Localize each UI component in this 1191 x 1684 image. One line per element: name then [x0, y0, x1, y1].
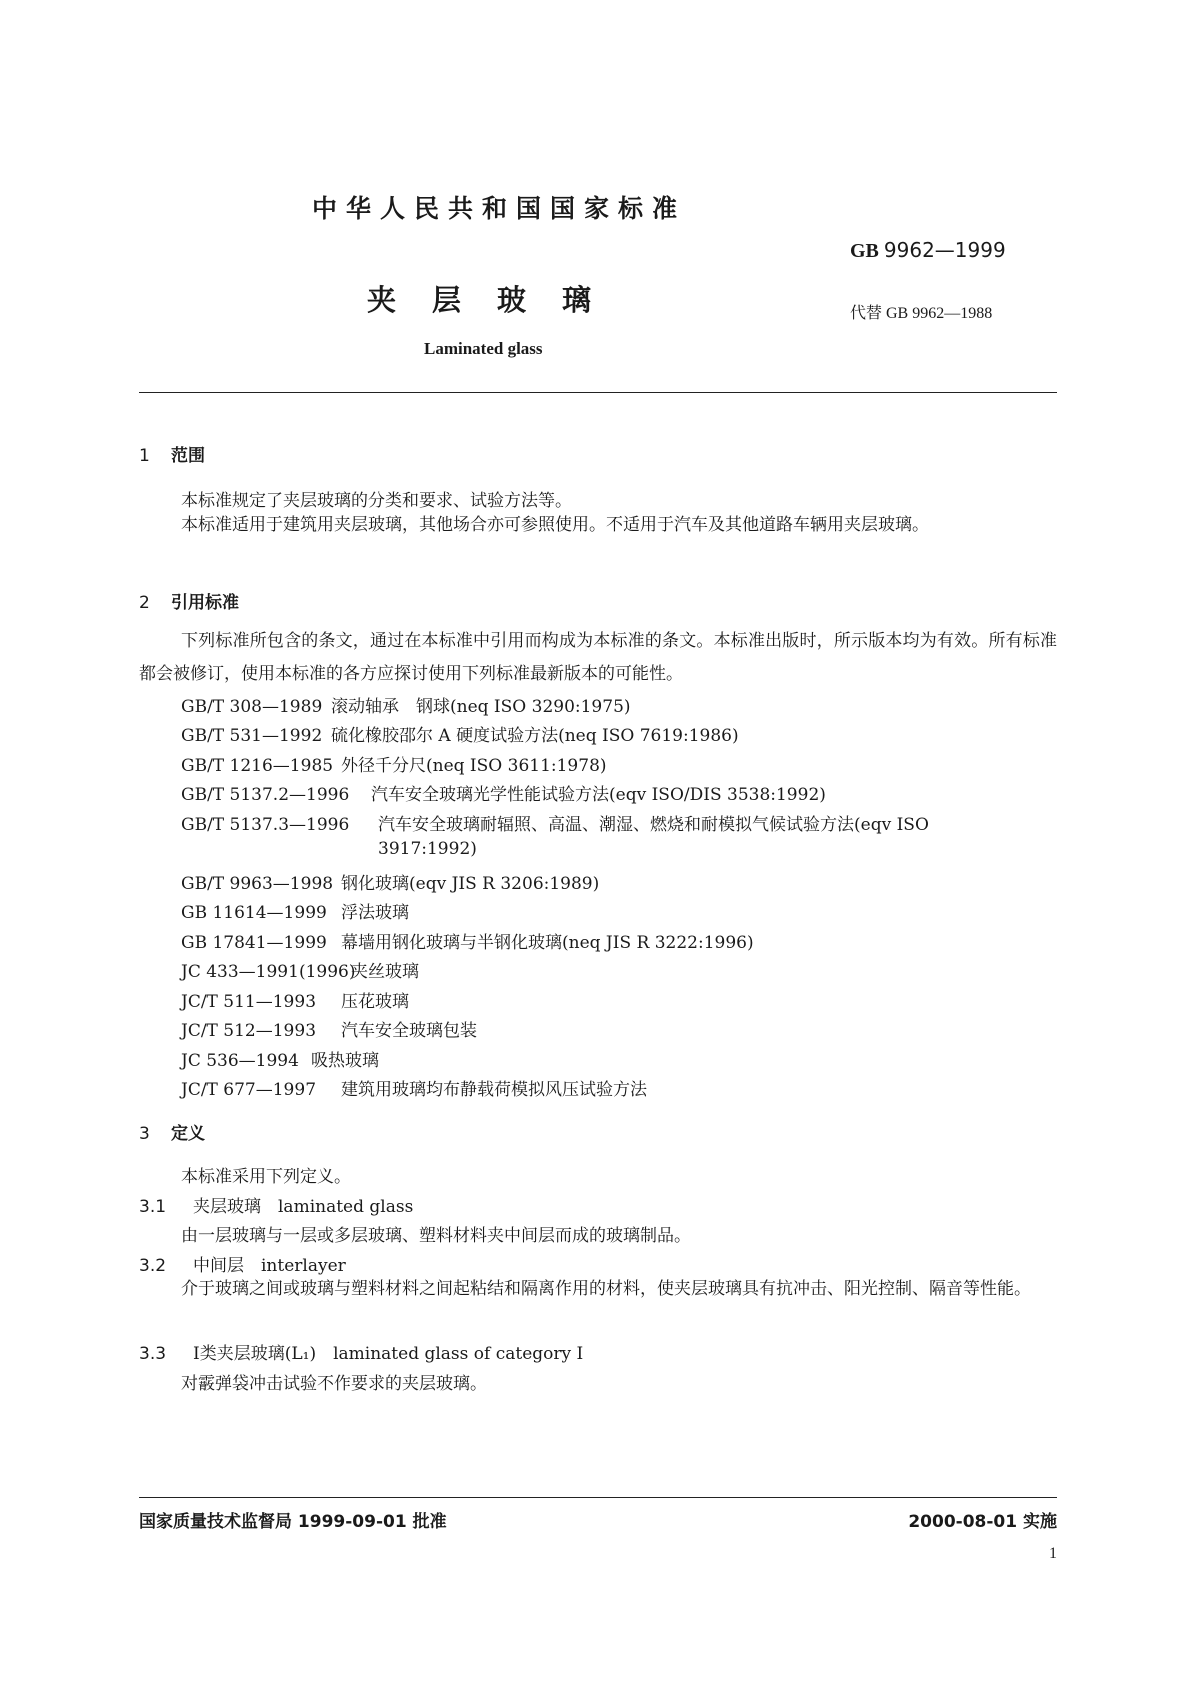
section-title: 范围: [171, 446, 205, 466]
reference-code: JC 433—1991(1996): [181, 962, 356, 982]
reference-code: GB/T 9963—1998: [181, 874, 334, 894]
reference-item: [181, 780, 826, 805]
reference-item: [181, 1075, 647, 1100]
reference-item: [181, 869, 599, 894]
reference-title: 滚动轴承 钢球(neq ISO 3290:1975): [331, 697, 631, 717]
reference-item: [181, 810, 929, 835]
definition-term-text: 夹层玻璃 laminated glass: [193, 1197, 414, 1217]
reference-code: GB/T 308—1989: [181, 697, 323, 717]
standard-code: [850, 238, 1006, 263]
references-intro: 下列标准所包含的条文，通过在本标准中引用而构成为本标准的条文。本标准出版时，所示版本均为有效。所有标准都会被修订，使用本标准的各方应探讨使用下列标准最新版本的可能性。: [139, 631, 1057, 684]
reference-item: [181, 692, 631, 717]
replaces-standard: 代替 GB 9962—1988: [850, 305, 993, 322]
reference-item: [181, 1016, 477, 1041]
section-heading-scope: [139, 441, 205, 466]
section-heading-definitions: [139, 1119, 205, 1144]
section-title: 引用标准: [171, 593, 239, 613]
reference-item-continuation: 3917:1992): [378, 839, 477, 859]
page-number: 1: [1049, 1545, 1057, 1562]
reference-title: 压花玻璃: [341, 992, 409, 1012]
reference-code: GB/T 5137.3—1996: [181, 815, 350, 835]
reference-code: GB/T 1216—1985: [181, 756, 334, 776]
reference-code: GB/T 5137.2—1996: [181, 785, 350, 805]
header-divider: [139, 392, 1057, 393]
reference-item: [181, 957, 419, 982]
definition-text: 介于玻璃之间或玻璃与塑料材料之间起粘结和隔离作用的材料，使夹层玻璃具有抗冲击、阳光控制、隔音等性能。: [181, 1279, 1031, 1299]
reference-title: 浮法玻璃: [341, 903, 409, 923]
english-title: Laminated glass: [424, 339, 543, 358]
reference-title: 钢化玻璃(eqv JIS R 3206:1989): [341, 874, 600, 894]
country-standard-heading: 中华人民共和国国家标准: [312, 194, 687, 223]
effective-date: 2000-08-01 实施: [908, 1512, 1057, 1532]
definition-number: 3.3: [139, 1344, 167, 1364]
reference-title: 外径千分尺(neq ISO 3611:1978): [341, 756, 607, 776]
reference-item: [181, 1046, 379, 1071]
definition-term: [139, 1339, 583, 1364]
reference-code: JC/T 511—1993: [181, 992, 317, 1012]
reference-title: 幕墙用钢化玻璃与半钢化玻璃(neq JIS R 3222:1996): [341, 933, 754, 953]
reference-title: 建筑用玻璃均布静载荷模拟风压试验方法: [341, 1080, 647, 1100]
document-title: 夹层玻璃: [367, 283, 628, 317]
reference-item: [181, 987, 409, 1012]
reference-title: 汽车安全玻璃光学性能试验方法(eqv ISO/DIS 3538:1992): [371, 785, 826, 805]
reference-title: 夹丝玻璃: [351, 962, 419, 982]
definition-term: [139, 1192, 413, 1217]
reference-title: 汽车安全玻璃包装: [341, 1021, 477, 1041]
definition-term-text: 中间层 interlayer: [193, 1256, 346, 1276]
reference-item: [181, 898, 409, 923]
definition-term-text: Ⅰ类夹层玻璃(L₁) laminated glass of category Ⅰ: [193, 1344, 584, 1364]
scope-paragraph-1: 本标准规定了夹层玻璃的分类和要求、试验方法等。: [181, 491, 572, 511]
reference-code: GB 11614—1999: [181, 903, 327, 923]
section-number: 2: [139, 593, 150, 613]
section-number: 1: [139, 446, 150, 466]
reference-item: [181, 928, 754, 953]
definition-text: 对霰弹袋冲击试验不作要求的夹层玻璃。: [181, 1374, 487, 1394]
standard-code-prefix: GB: [850, 240, 879, 262]
definition-text: 由一层玻璃与一层或多层玻璃、塑料材料夹中间层而成的玻璃制品。: [181, 1226, 691, 1246]
section-number: 3: [139, 1124, 150, 1144]
reference-code: JC/T 677—1997: [181, 1080, 317, 1100]
reference-code: JC 536—1994: [181, 1051, 299, 1071]
footer-divider: [139, 1497, 1057, 1498]
reference-title: 硫化橡胶邵尔 A 硬度试验方法(neq ISO 7619:1986): [331, 726, 739, 746]
reference-title: 吸热玻璃: [311, 1051, 379, 1071]
scope-paragraph-2: 本标准适用于建筑用夹层玻璃，其他场合亦可参照使用。不适用于汽车及其他道路车辆用夹层玻璃。: [181, 515, 929, 535]
reference-item: [181, 721, 739, 746]
standard-code-number: 9962—1999: [883, 238, 1006, 262]
section-title: 定义: [171, 1124, 205, 1144]
reference-code: JC/T 512—1993: [181, 1021, 317, 1041]
section-heading-references: [139, 588, 239, 613]
reference-code: GB/T 531—1992: [181, 726, 323, 746]
reference-item: [181, 751, 607, 776]
approval-line: 国家质量技术监督局 1999-09-01 批准: [139, 1512, 447, 1532]
definition-number: 3.2: [139, 1256, 167, 1276]
definitions-intro: 本标准采用下列定义。: [181, 1167, 351, 1187]
reference-title: 汽车安全玻璃耐辐照、高温、潮湿、燃烧和耐模拟气候试验方法(eqv ISO: [378, 815, 929, 835]
reference-code: GB 17841—1999: [181, 933, 327, 953]
definition-number: 3.1: [139, 1197, 167, 1217]
